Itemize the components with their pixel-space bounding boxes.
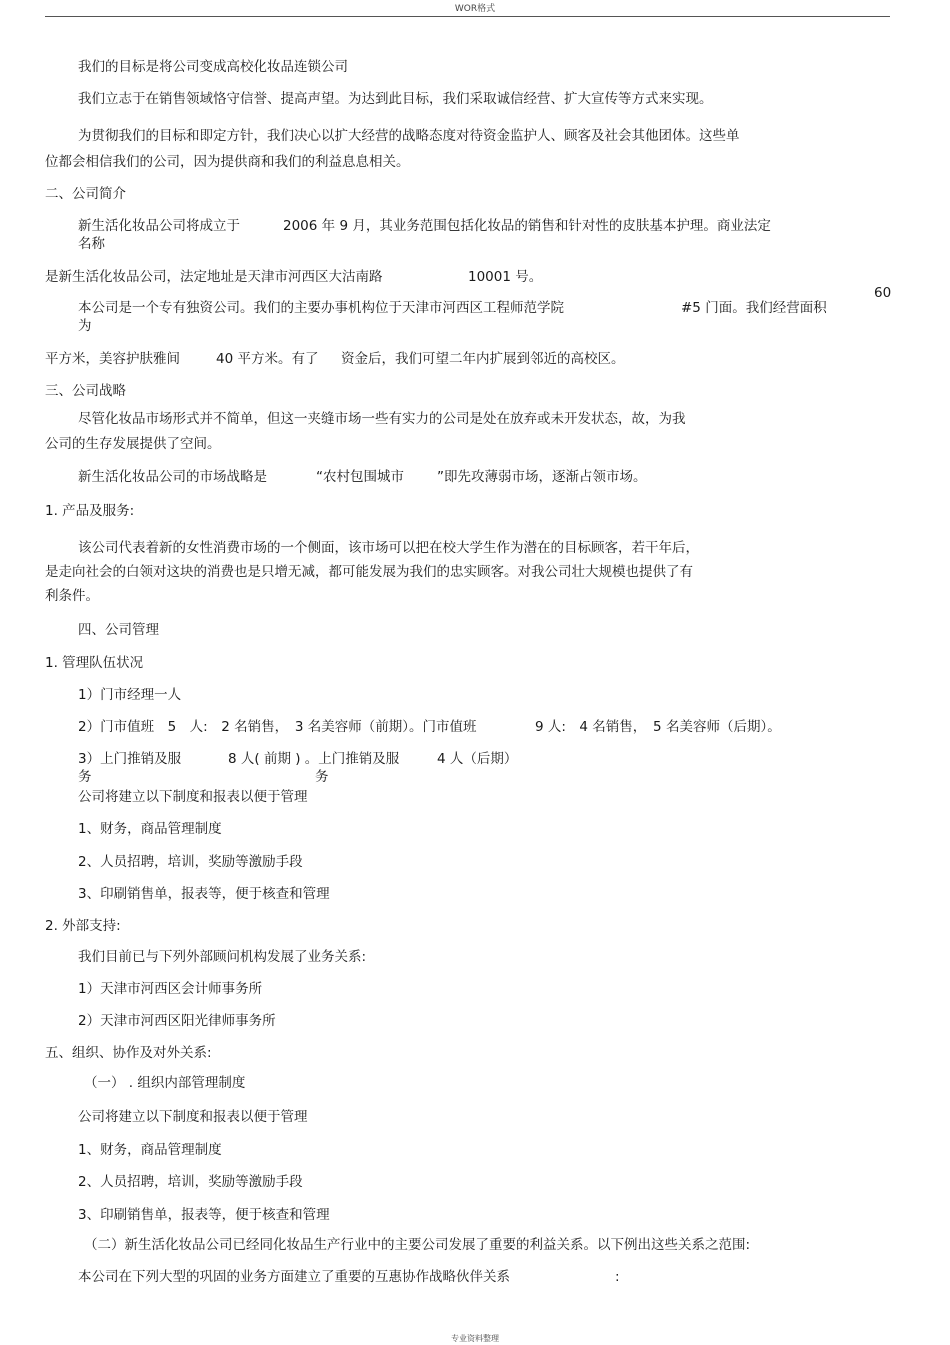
org-rule-item-3: 3、印刷销售单，报表等，便于核查和管理: [78, 1207, 330, 1223]
subheading-team: 1. 管理队伍状况: [45, 655, 144, 671]
para-reputation: 我们立志于在销售领域恪守信誉、提高声望。为达到此目标，我们采取诚信经营、扩大宣传等方式来实现。: [78, 91, 713, 107]
org-subheading-2: （二）新生活化妆品公司已经同化妆品生产行业中的主要公司发展了重要的利益关系。以下例出这些关系之范围:: [84, 1237, 751, 1253]
external-item-2: 2）天津市河西区阳光律师事务所: [78, 1013, 276, 1029]
subheading-products: 1. 产品及服务:: [45, 503, 135, 519]
strategy-text-b: “农村包围城市: [316, 469, 404, 485]
external-intro: 我们目前已与下列外部顾问机构发展了业务关系:: [78, 949, 367, 965]
team-item-3e: 务: [315, 769, 329, 785]
area-text-c: 资金后，我们可望二年内扩展到邻近的高校区。: [341, 351, 625, 367]
team-item-2b: 9 人: 4 名销售， 5 名美容师（后期）。: [535, 719, 781, 735]
rule-item-2: 2、人员招聘，培训，奖励等激励手段: [78, 854, 303, 870]
intro-text-b: 2006 年 9 月，其业务范围包括化妆品的销售和针对性的皮肤基本护理。商业法定: [283, 218, 771, 234]
para-goal: 我们的目标是将公司变成高校化妆品连锁公司: [78, 59, 348, 75]
strategy-text-c: ”即先攻薄弱市场，逐渐占领市场。: [437, 469, 647, 485]
external-item-1: 1）天津市河西区会计师事务所: [78, 981, 263, 997]
team-item-3b: 8 人( 前期 ) 。上门推销及服: [228, 751, 400, 767]
section-heading-strategy: 三、公司战略: [45, 383, 126, 399]
section-heading-organization: 五、组织、协作及对外关系:: [45, 1045, 212, 1061]
intro-address-a: 是新生活化妆品公司，法定地址是天津市河西区大沽南路: [45, 269, 383, 285]
section-heading-intro: 二、公司简介: [45, 186, 126, 202]
org-subheading-1: （一） . 组织内部管理制度: [84, 1075, 246, 1091]
area-number: 60: [874, 285, 892, 301]
team-item-1: 1）门市经理一人: [78, 687, 182, 703]
office-text-b: #5 门面。我们经营面积: [681, 300, 827, 316]
team-item-3d: 务: [78, 769, 92, 785]
section-heading-management: 四、公司管理: [78, 622, 159, 638]
strategy-line2: 公司的生存发展提供了空间。: [45, 436, 221, 452]
office-text-c: 为: [78, 318, 92, 334]
products-line1: 该公司代表着新的女性消费市场的一个侧面，该市场可以把在校大学生作为潜在的目标顾客，若干年后，: [78, 540, 699, 556]
partnership-text-a: 本公司在下列大型的巩固的业务方面建立了重要的互惠协作战略伙伴关系: [78, 1269, 510, 1285]
rule-item-3: 3、印刷销售单，报表等，便于核查和管理: [78, 886, 330, 902]
intro-address-b: 10001 号。: [468, 269, 543, 285]
org-rule-item-1: 1、财务，商品管理制度: [78, 1142, 222, 1158]
rule-item-1: 1、财务，商品管理制度: [78, 821, 222, 837]
area-text-a: 平方米，美容护肤雅间: [45, 351, 180, 367]
org-rule-item-2: 2、人员招聘，培训，奖励等激励手段: [78, 1174, 303, 1190]
team-item-3a: 3）上门推销及服: [78, 751, 182, 767]
org-rules-intro: 公司将建立以下制度和报表以便于管理: [78, 1109, 308, 1125]
area-text-b: 40 平方米。有了: [216, 351, 319, 367]
page-header: WOR格式: [454, 4, 496, 14]
rules-intro: 公司将建立以下制度和报表以便于管理: [78, 789, 308, 805]
products-line2: 是走向社会的白领对这块的消费也是只增无减，都可能发展为我们的忠实顾客。对我公司壮大规模也提供了有: [45, 564, 693, 580]
partnership-text-b: :: [615, 1269, 620, 1285]
strategy-line1: 尽管化妆品市场形式并不简单，但这一夹缝市场一些有实力的公司是处在放弃或未开发状态，故，为我: [78, 411, 686, 427]
products-line3: 利条件。: [45, 588, 99, 604]
para-policy-line1: 为贯彻我们的目标和即定方针，我们决心以扩大经营的战略态度对待资金监护人、顾客及社会其他团体。这些单: [78, 128, 740, 144]
intro-text-c: 名称: [78, 236, 105, 252]
strategy-text-a: 新生活化妆品公司的市场战略是: [78, 469, 267, 485]
intro-text-a: 新生活化妆品公司将成立于: [78, 218, 240, 234]
team-item-3c: 4 人（后期）: [437, 751, 518, 767]
header-rule: [45, 16, 890, 17]
office-text-a: 本公司是一个专有独资公司。我们的主要办事机构位于天津市河西区工程师范学院: [78, 300, 564, 316]
page-footer: 专业资料整理: [451, 1334, 499, 1343]
subheading-external: 2. 外部支持:: [45, 918, 121, 934]
para-policy-line2: 位都会相信我们的公司，因为提供商和我们的利益息息相关。: [45, 154, 410, 170]
team-item-2a: 2）门市值班 5 人: 2 名销售， 3 名美容师（前期）。门市值班: [78, 719, 477, 735]
